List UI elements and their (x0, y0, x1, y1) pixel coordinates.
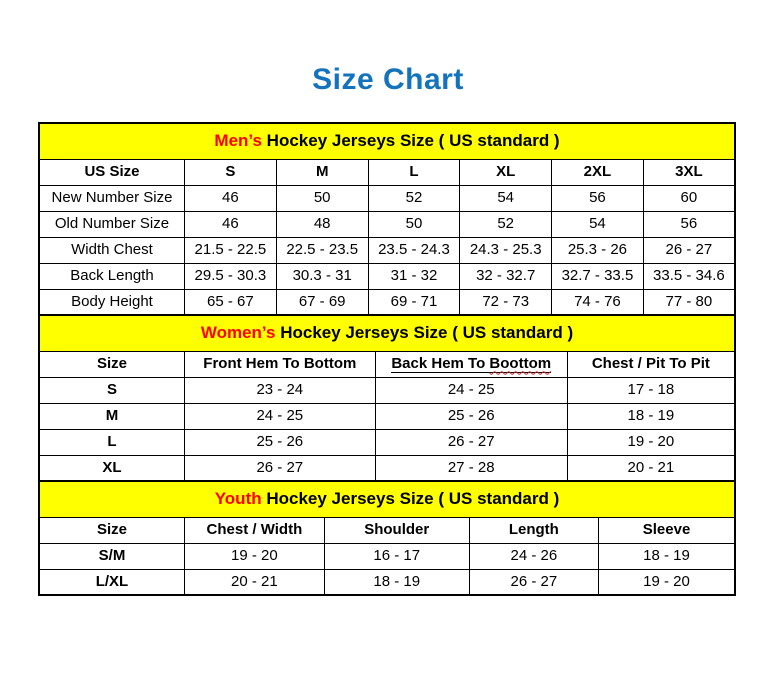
size-cell: 18 - 19 (567, 403, 735, 429)
size-cell: 54 (552, 211, 644, 237)
size-cell: 56 (552, 185, 644, 211)
size-cell: 22.5 - 23.5 (276, 237, 368, 263)
section-highlight: Men’s (214, 131, 262, 151)
column-header: Chest / Pit To Pit (567, 351, 735, 377)
size-cell: 74 - 76 (552, 289, 644, 315)
size-cell: 16 - 17 (324, 543, 469, 569)
row-label: S/M (39, 543, 184, 569)
column-header: S (184, 159, 276, 185)
size-chart-page (0, 62, 776, 596)
row-label: Old Number Size (39, 211, 184, 237)
size-cell: 23.5 - 24.3 (368, 237, 460, 263)
column-header: Front Hem To Bottom (184, 351, 375, 377)
size-cell: 20 - 21 (567, 455, 735, 481)
womens-section-header (39, 315, 735, 351)
table-row (39, 315, 735, 351)
size-cell: 72 - 73 (460, 289, 552, 315)
womens-size-table (38, 314, 736, 482)
size-cell: 54 (460, 185, 552, 211)
size-cell: 20 - 21 (184, 569, 324, 595)
size-cell: 24.3 - 25.3 (460, 237, 552, 263)
table-row (39, 289, 735, 315)
size-cell: 46 (184, 185, 276, 211)
spellcheck-word: Boottom (489, 354, 552, 372)
row-label: Width Chest (39, 237, 184, 263)
size-tables (38, 122, 736, 596)
section-highlight: Youth (214, 489, 262, 509)
size-cell: 67 - 69 (276, 289, 368, 315)
size-cell: 24 - 25 (375, 377, 567, 403)
size-cell: 50 (276, 185, 368, 211)
size-cell: 48 (276, 211, 368, 237)
column-header: 3XL (643, 159, 735, 185)
column-header: Size (39, 517, 184, 543)
table-row (39, 159, 735, 185)
row-label: M (39, 403, 184, 429)
size-cell: 17 - 18 (567, 377, 735, 403)
table-row (39, 543, 735, 569)
size-cell: 19 - 20 (567, 429, 735, 455)
underlined-phrase (391, 356, 551, 374)
table-row (39, 237, 735, 263)
youth-section-header (39, 481, 735, 517)
row-label: L (39, 429, 184, 455)
section-title-rest: Hockey Jerseys Size ( US standard ) (275, 323, 574, 343)
section-title-rest: Hockey Jerseys Size ( US standard ) (261, 131, 560, 151)
size-cell: 26 - 27 (643, 237, 735, 263)
column-header: Length (469, 517, 598, 543)
size-cell: 65 - 67 (184, 289, 276, 315)
size-cell: 18 - 19 (324, 569, 469, 595)
row-label: XL (39, 455, 184, 481)
size-cell: 77 - 80 (643, 289, 735, 315)
table-row (39, 351, 735, 377)
size-cell: 50 (368, 211, 460, 237)
mens-section-header (39, 123, 735, 159)
table-row (39, 517, 735, 543)
section-highlight: Women’s (200, 323, 276, 343)
size-cell: 27 - 28 (375, 455, 567, 481)
table-row (39, 211, 735, 237)
size-cell: 52 (460, 211, 552, 237)
table-row (39, 455, 735, 481)
size-cell: 24 - 25 (184, 403, 375, 429)
column-header: L (368, 159, 460, 185)
column-header (375, 351, 567, 377)
page-title: Size Chart (312, 63, 464, 96)
row-label: L/XL (39, 569, 184, 595)
size-cell: 69 - 71 (368, 289, 460, 315)
column-header: 2XL (552, 159, 644, 185)
table-row (39, 429, 735, 455)
table-row (39, 185, 735, 211)
size-cell: 56 (643, 211, 735, 237)
size-cell: 26 - 27 (469, 569, 598, 595)
column-header: M (276, 159, 368, 185)
table-row (39, 481, 735, 517)
size-cell: 19 - 20 (184, 543, 324, 569)
table-row (39, 123, 735, 159)
table-row (39, 403, 735, 429)
size-cell: 25 - 26 (375, 403, 567, 429)
column-header: US Size (39, 159, 184, 185)
size-cell: 30.3 - 31 (276, 263, 368, 289)
row-label: Back Length (39, 263, 184, 289)
row-label: New Number Size (39, 185, 184, 211)
size-cell: 31 - 32 (368, 263, 460, 289)
column-header: Sleeve (599, 517, 735, 543)
table-row (39, 263, 735, 289)
size-cell: 32 - 32.7 (460, 263, 552, 289)
size-cell: 26 - 27 (375, 429, 567, 455)
column-header: Chest / Width (184, 517, 324, 543)
row-label: S (39, 377, 184, 403)
size-cell: 26 - 27 (184, 455, 375, 481)
size-cell: 21.5 - 22.5 (184, 237, 276, 263)
size-cell: 52 (368, 185, 460, 211)
column-header-label: Back Hem To (391, 354, 490, 372)
size-cell: 60 (643, 185, 735, 211)
size-cell: 25 - 26 (184, 429, 375, 455)
table-row (39, 569, 735, 595)
column-header: Size (39, 351, 184, 377)
size-cell: 24 - 26 (469, 543, 598, 569)
youth-size-table (38, 480, 736, 596)
size-cell: 33.5 - 34.6 (643, 263, 735, 289)
column-header: XL (460, 159, 552, 185)
size-cell: 25.3 - 26 (552, 237, 644, 263)
section-title-rest: Hockey Jerseys Size ( US standard ) (261, 489, 560, 509)
size-cell: 19 - 20 (599, 569, 735, 595)
size-cell: 32.7 - 33.5 (552, 263, 644, 289)
size-cell: 18 - 19 (599, 543, 735, 569)
size-cell: 29.5 - 30.3 (184, 263, 276, 289)
column-header: Shoulder (324, 517, 469, 543)
mens-size-table (38, 122, 736, 316)
row-label: Body Height (39, 289, 184, 315)
size-cell: 23 - 24 (184, 377, 375, 403)
size-cell: 46 (184, 211, 276, 237)
table-row (39, 377, 735, 403)
